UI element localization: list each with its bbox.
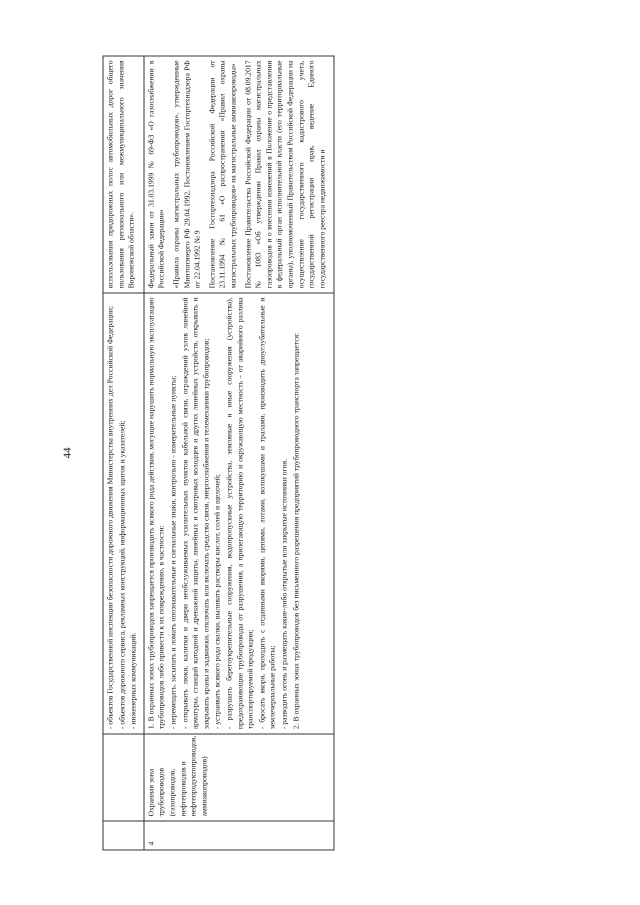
restriction-item: 1. В охранных зонах трубопроводов запрещается производить всякого рода действия, могущие нарушить нормальную эксплуатацию трубопроводов либо привести к их повреждению, в частности: [146,296,166,729]
page-number: 44 [61,447,74,458]
legal-basis-item: Постановление Правительства Российской Федерации от 08.09.2017 № 1083 «Об утверждении Правил охраны магистральных газопроводов и о внесении изменений в Положение о представлении в федеральный орган исполнительной власти (его территориальные органы), уполномоченный Правительством Российской Федерации на осуществление государственного кадастрового учета, государственной регистрации прав, ведение Единого государственного реестра недвижимости и [243,60,327,288]
restriction-item: - объектов дорожного сервиса, рекламных конструкций, информационных щитов и указателей; [117,419,127,729]
table-row [144,56,335,850]
legal-basis-item: Федеральный закон от 31.03.1999 № 69-ФЗ «О газоснабжении в Российской Федерации» [146,60,166,288]
restrictions-cell [103,292,144,733]
rotated-page-content [61,55,581,850]
restriction-item: - устраивать всякого рода свалки, выливать растворы кислот, солей и щелочей; [212,473,222,729]
legal-basis-item: «Правила охраны магистральных трубопроводов», утвержденные Минтопэнерго РФ 29.04.1992, Постановлением Госгортехнадзора РФ от 22.04.1992 № 9 [171,60,202,288]
restriction-item: - объектов Государственной инспекции безопасности дорожного движения Министерства внутренних дел Российской Федерации; [105,305,115,729]
row-number-cell [103,820,144,849]
legal-basis-item: использования придорожных полос автомобильных дорог общего пользования регионального или межмуниципального значения Воронежской области». [105,60,136,288]
row-number-cell: 4 [144,820,335,849]
restriction-item: - разводить огонь и размещать какие-либо открытые или закрытые источники огня. [279,458,289,729]
restriction-item: 2. В охранных зонах трубопроводов без письменного разрешения предприятий трубопроводного транспорта запрещается: [291,332,300,729]
restriction-item: - разрушать берегоукрепительные сооружения, водопропускные устройства, земляные и иные сооружения (устройства), предохраняющие трубопроводы от разрушения, а прилегающую территорию и окружающую местность - от аварийного разлива транспортируемой продукции; [224,296,255,729]
zone-name-cell [103,733,144,820]
zones-table [103,55,335,850]
legal-basis-cell [103,56,144,293]
table-row [103,56,144,850]
restriction-item: - бросать якоря, проходить с отданными якорями, цепями, лотами, волокушами и тралами, производить дноуглубительные и землечерпальные работы; [257,296,277,729]
restriction-item: - перемещать, засыпать и ломать опознавательные и сигнальные знаки, контрольно - измерительные пункты; [168,375,178,729]
legal-basis-cell [144,56,335,293]
restriction-item: - инженерных коммуникаций. [128,631,138,729]
zone-name-cell: Охранная зона трубопроводов (газопроводов, нефтепроводов и нефтепродуктопроводов, аммиакопроводов) [144,733,335,820]
legal-basis-item: Постановление Госгортехнадзора Российской Федерации от 23.11.1994 № 61 «О распространении «Правил охраны магистральных трубопроводов» на магистральные аммиакопроводы» [207,60,238,288]
restrictions-cell [144,292,335,733]
restriction-item: - открывать люки, калитки и двери необслуживаемых усилительных пунктов кабельной связи, ограждений узлов линейной арматуры, станций катодной и дренажной защиты, линейных и смотровых колодцев и других линейных устройств, открывать и закрывать краны и задвижки, отключать или включать средства связи, энергоснабжения и телемеханики трубопроводов; [180,296,211,729]
